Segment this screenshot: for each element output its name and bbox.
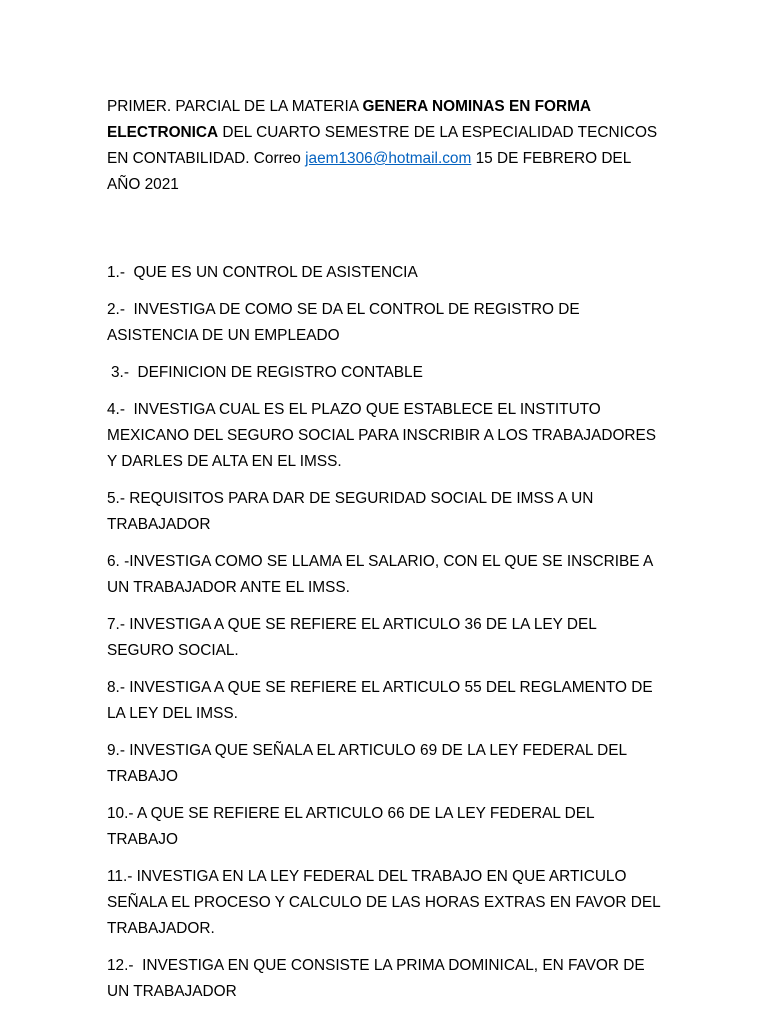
question-item: 11.- INVESTIGA EN LA LEY FEDERAL DEL TRABAJO EN QUE ARTICULO SEÑALA EL PROCESO Y CALCULO DE LAS HORAS EXTRAS EN FAVOR DEL TRABAJADOR. xyxy=(107,868,665,937)
question-list xyxy=(107,260,667,1005)
question-item: 5.- REQUISITOS PARA DAR DE SEGURIDAD SOCIAL DE IMSS A UN TRABAJADOR xyxy=(107,490,598,533)
subject-name: GENERA NOMINAS EN FORMA ELECTRONICA xyxy=(107,98,591,141)
header-date-text: 15 DE FEBRERO DEL AÑO 2021 xyxy=(107,150,631,193)
question-item: 3.- DEFINICION DE REGISTRO CONTABLE xyxy=(111,364,423,381)
question-item: 7.- INVESTIGA A QUE SE REFIERE EL ARTICULO 36 DE LA LEY DEL SEGURO SOCIAL. xyxy=(107,616,601,659)
header-intro-text: PRIMER. PARCIAL DE LA MATERIA xyxy=(107,98,363,115)
question-item: 8.- INVESTIGA A QUE SE REFIERE EL ARTICULO 55 DEL REGLAMENTO DE LA LEY DEL IMSS. xyxy=(107,679,657,722)
question-item: 10.- A QUE SE REFIERE EL ARTICULO 66 DE LA LEY FEDERAL DEL TRABAJO xyxy=(107,805,598,848)
question-item: 4.- INVESTIGA CUAL ES EL PLAZO QUE ESTABLECE EL INSTITUTO MEXICANO DEL SEGURO SOCIAL PARA INSCRIBIR A LOS TRABAJADORES Y DARLES DE ALTA EN EL IMSS. xyxy=(107,401,661,470)
question-item: 9.- INVESTIGA QUE SEÑALA EL ARTICULO 69 DE LA LEY FEDERAL DEL TRABAJO xyxy=(107,742,631,785)
email-link[interactable]: jaem1306@hotmail.com xyxy=(305,150,472,167)
document-page xyxy=(107,94,667,1016)
header-semester-text: DEL CUARTO SEMESTRE DE LA ESPECIALIDAD TECNICOS EN CONTABILIDAD. Correo xyxy=(107,124,658,167)
question-item: 2.- INVESTIGA DE COMO SE DA EL CONTROL DE REGISTRO DE ASISTENCIA DE UN EMPLEADO xyxy=(107,301,584,344)
question-item: 1.- QUE ES UN CONTROL DE ASISTENCIA xyxy=(107,264,418,281)
question-item: 12.- INVESTIGA EN QUE CONSISTE LA PRIMA DOMINICAL, EN FAVOR DE UN TRABAJADOR xyxy=(107,957,649,1000)
question-item: 6. -INVESTIGA COMO SE LLAMA EL SALARIO, CON EL QUE SE INSCRIBE A UN TRABAJADOR ANTE EL IMSS. xyxy=(107,553,657,596)
document-header xyxy=(107,94,667,198)
